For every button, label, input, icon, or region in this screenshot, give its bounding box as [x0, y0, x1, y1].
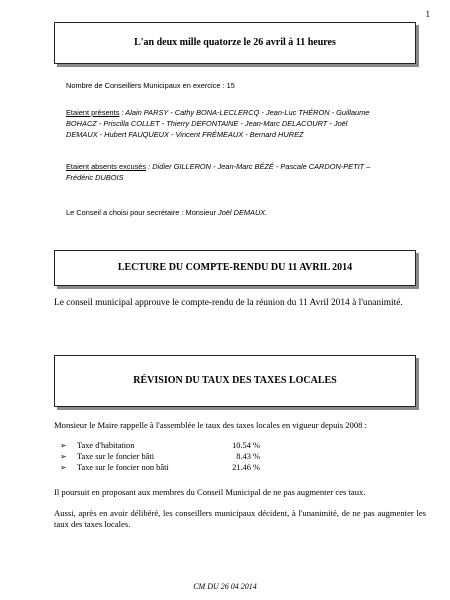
- tax-rate: 21.46 %: [232, 463, 260, 472]
- decision-paragraph: Aussi, après en avoir délibéré, les conseillers municipaux décident, à l'unanimité, de ne pas augmenter les taux des taxes locales.: [54, 508, 426, 529]
- tax-rate: 8.43 %: [236, 452, 260, 461]
- arrow-bullet-icon: ➢: [60, 452, 67, 461]
- absent-label: Etaient absents excusés: [66, 162, 147, 171]
- tax-rate-list: [60, 441, 260, 474]
- absent-members: [66, 161, 428, 183]
- secretary-text: Le Conseil a choisi pour secrétaire : Monsieur: [66, 208, 218, 217]
- section-title-1: LECTURE DU COMPTE-RENDU DU 11 AVRIL 2014: [117, 262, 353, 273]
- section-title-box-1: [54, 250, 416, 286]
- list-item: [60, 452, 260, 463]
- secretary-line: [66, 207, 267, 218]
- tax-label: Taxe sur le foncier bâti: [77, 452, 155, 461]
- tax-label: Taxe d'habitation: [77, 441, 135, 450]
- arrow-bullet-icon: ➢: [60, 441, 67, 450]
- present-members: [66, 107, 428, 140]
- section-title-2: RÉVISION DU TAUX DES TAXES LOCALES: [133, 375, 337, 386]
- page-number: 1: [425, 9, 430, 19]
- absent-names-1: : Didier GILLERON - Jean-Marc BÉZÉ - Pascale CARDON-PETIT –: [146, 162, 371, 171]
- arrow-bullet-icon: ➢: [60, 463, 67, 472]
- present-names-1: : Alain PARSY - Cathy BONA-LECLERCQ - Jean-Luc THÉRON - Guillaume: [119, 108, 370, 117]
- present-names-2: BOHACZ - Priscilla COLLET - Thierry DEFONTAINE - Jean-Marc DELACOURT - Joël: [66, 119, 348, 128]
- absent-names-2: Frédéric DUBOIS: [66, 173, 124, 182]
- section-body-1: Le conseil municipal approuve le compte-rendu de la réunion du 11 Avril 2014 à l'unanimité.: [54, 298, 403, 308]
- list-item: [60, 441, 260, 452]
- taxes-intro: Monsieur le Maire rappelle à l'assemblée le taux des taxes locales en vigueur depuis 2008 :: [54, 420, 367, 430]
- list-item: [60, 463, 260, 474]
- secretary-name: Joël DEMAUX.: [218, 208, 268, 217]
- present-names-3: DEMAUX - Hubert FAUQUEUX - Vincent FRÉMEAUX - Bernard HUREZ: [66, 130, 304, 139]
- tax-label: Taxe sur le foncier non bâti: [77, 463, 169, 472]
- page-footer: CM DU 26 04 2014: [193, 582, 257, 591]
- session-header-text: L'an deux mille quatorze le 26 avril à 11 heures: [134, 37, 336, 48]
- session-header-box: [54, 22, 416, 64]
- tax-rate: 10.54 %: [232, 441, 260, 450]
- members-count: Nombre de Conseillers Municipaux en exercice : 15: [66, 81, 235, 90]
- section-title-box-2: [54, 355, 416, 407]
- present-label: Etaient présents: [66, 108, 120, 117]
- proposal-paragraph: Il poursuit en proposant aux membres du Conseil Municipal de ne pas augmenter ces taux.: [54, 487, 366, 497]
